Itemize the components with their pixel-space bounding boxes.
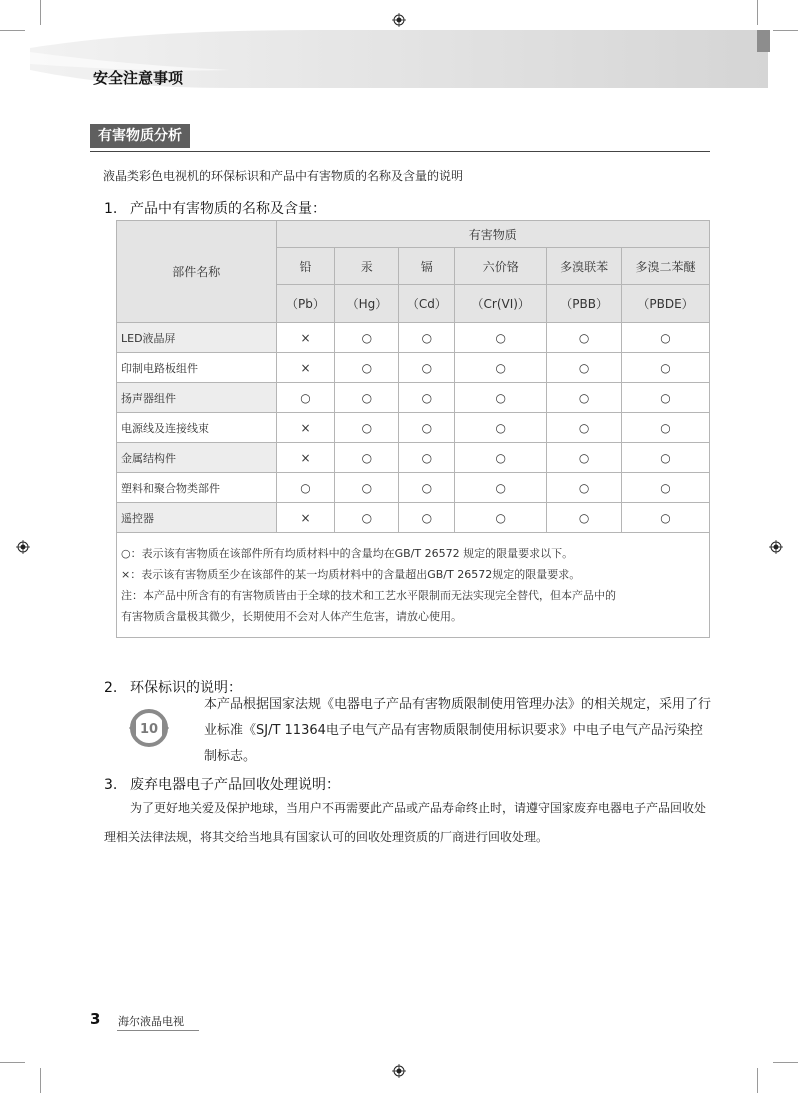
mark-cell: ○: [399, 503, 455, 533]
part2-text: 本产品根据国家法规《电器电子产品有害物质限制使用管理办法》的相关规定，采用了行业标准《SJ/T 11364电子电气产品有害物质限制使用标识要求》中电子电气产品污染控制标志。: [204, 697, 712, 764]
part-name-cell: 印制电路板组件: [117, 353, 277, 383]
footer-brand: 海尔液晶电视: [118, 1015, 184, 1028]
footer-divider: [117, 1030, 199, 1031]
mark-cell: ×: [276, 443, 335, 473]
table-notes-row: [117, 533, 710, 638]
mark-cell: ○: [335, 323, 399, 353]
crop-mark: [40, 0, 41, 25]
section-divider: [90, 151, 710, 152]
part-name-cell: LED液晶屏: [117, 323, 277, 353]
mark-cell: ○: [547, 323, 622, 353]
part-name-cell: 遥控器: [117, 503, 277, 533]
table-row: [117, 413, 710, 443]
mark-cell: ○: [547, 473, 622, 503]
hazardous-substance-table: [116, 220, 710, 638]
mark-cell: ○: [455, 323, 547, 353]
substance-name: 多溴二苯醚: [622, 248, 710, 285]
part1-heading: [104, 198, 326, 218]
mark-cell: ○: [547, 503, 622, 533]
part1-title: 产品中有害物质的名称及含量：: [130, 201, 326, 217]
registration-mark-icon: [392, 1064, 406, 1078]
mark-cell: ○: [622, 443, 710, 473]
page-header-title: 安全注意事项: [93, 69, 184, 87]
mark-cell: ○: [455, 413, 547, 443]
substance-symbol: （PBB）: [547, 285, 622, 323]
mark-cell: ○: [335, 353, 399, 383]
part-name-cell: 塑料和聚合物类部件: [117, 473, 277, 503]
intro-text: 液晶类彩色电视机的环保标识和产品中有害物质的名称及含量的说明: [103, 169, 464, 183]
section-title: 有害物质分析: [90, 124, 190, 148]
part-name-cell: 电源线及连接线束: [117, 413, 277, 443]
table-row: [117, 383, 710, 413]
mark-cell: ○: [547, 353, 622, 383]
mark-cell: ○: [455, 473, 547, 503]
mark-cell: ×: [276, 323, 335, 353]
note-line: ○：表示该有害物质在该部件所有均质材料中的含量均在GB/T 26572 规定的限量要求以下。: [121, 547, 574, 560]
mark-cell: ○: [276, 383, 335, 413]
mark-cell: ○: [622, 473, 710, 503]
mark-cell: ○: [335, 413, 399, 443]
part1-number: 1.: [104, 201, 118, 217]
substance-name: 镉: [399, 248, 455, 285]
header-tab-mark: [757, 30, 770, 52]
mark-cell: ○: [399, 443, 455, 473]
mark-cell: ○: [335, 503, 399, 533]
note-line: ×：表示该有害物质至少在该部件的某一均质材料中的含量超出GB/T 26572规定的限量要求。: [121, 568, 581, 581]
substance-symbol: （PBDE）: [622, 285, 710, 323]
table-row: [117, 443, 710, 473]
part3-heading: [104, 774, 340, 794]
part-name-cell: 金属结构件: [117, 443, 277, 473]
mark-cell: ○: [399, 413, 455, 443]
substance-name: 多溴联苯: [547, 248, 622, 285]
table-row: [117, 473, 710, 503]
mark-cell: ×: [276, 353, 335, 383]
crop-mark: [773, 30, 798, 31]
mark-cell: ○: [455, 443, 547, 473]
mark-cell: ○: [547, 443, 622, 473]
substance-name: 六价铬: [455, 248, 547, 285]
mark-cell: ○: [455, 383, 547, 413]
substance-name: 铅: [276, 248, 335, 285]
part3-text: 为了更好地关爱及保护地球，当用户不再需要此产品或产品寿命终止时，请遵守国家废弃电器电子产品回收处理相关法律法规，将其交给当地具有国家认可的回收处理资质的厂商进行回收处理。: [104, 801, 707, 844]
substance-name: 汞: [335, 248, 399, 285]
crop-mark: [773, 1062, 798, 1063]
note-line: 有害物质含量极其微少，长期使用不会对人体产生危害，请放心使用。: [121, 610, 462, 623]
substance-symbol: （Hg）: [335, 285, 399, 323]
registration-mark-icon: [769, 540, 783, 554]
table-notes: [117, 533, 710, 638]
substance-symbol: （Cd）: [399, 285, 455, 323]
substance-symbol: （Pb）: [276, 285, 335, 323]
mark-cell: ○: [622, 503, 710, 533]
crop-mark: [0, 30, 25, 31]
mark-cell: ○: [335, 473, 399, 503]
table-row: [117, 353, 710, 383]
part-name-header: 部件名称: [117, 221, 277, 323]
table-row: [117, 503, 710, 533]
part2-number: 2.: [104, 680, 118, 696]
crop-mark: [40, 1068, 41, 1093]
part3-title: 废弃电器电子产品回收处理说明：: [130, 777, 340, 793]
mark-cell: ○: [547, 413, 622, 443]
mark-cell: ○: [335, 443, 399, 473]
mark-cell: ○: [399, 473, 455, 503]
page-number: 3: [90, 1010, 101, 1028]
mark-cell: ○: [547, 383, 622, 413]
note-line: 注：本产品中所含有的有害物质皆由于全球的技术和工艺水平限制而无法实现完全替代，但本产品中的: [121, 589, 616, 602]
mark-cell: ○: [399, 383, 455, 413]
crop-mark: [0, 1062, 25, 1063]
registration-mark-icon: [392, 13, 406, 27]
logo-number: 10: [139, 722, 159, 737]
substance-symbol: （Cr(VI)）: [455, 285, 547, 323]
mark-cell: ×: [276, 503, 335, 533]
mark-cell: ○: [399, 353, 455, 383]
mark-cell: ○: [622, 413, 710, 443]
mark-cell: ×: [276, 413, 335, 443]
mark-cell: ○: [276, 473, 335, 503]
mark-cell: ○: [399, 323, 455, 353]
mark-cell: ○: [622, 353, 710, 383]
mark-cell: ○: [622, 323, 710, 353]
crop-mark: [757, 0, 758, 25]
substance-group-header: 有害物质: [276, 221, 709, 248]
mark-cell: ○: [622, 383, 710, 413]
pollution-control-logo-icon: [127, 706, 171, 750]
mark-cell: ○: [455, 503, 547, 533]
part3-number: 3.: [104, 777, 118, 793]
mark-cell: ○: [335, 383, 399, 413]
part2-title: 环保标识的说明：: [130, 680, 242, 696]
table-row: [117, 323, 710, 353]
mark-cell: ○: [455, 353, 547, 383]
part-name-cell: 扬声器组件: [117, 383, 277, 413]
registration-mark-icon: [16, 540, 30, 554]
crop-mark: [757, 1068, 758, 1093]
